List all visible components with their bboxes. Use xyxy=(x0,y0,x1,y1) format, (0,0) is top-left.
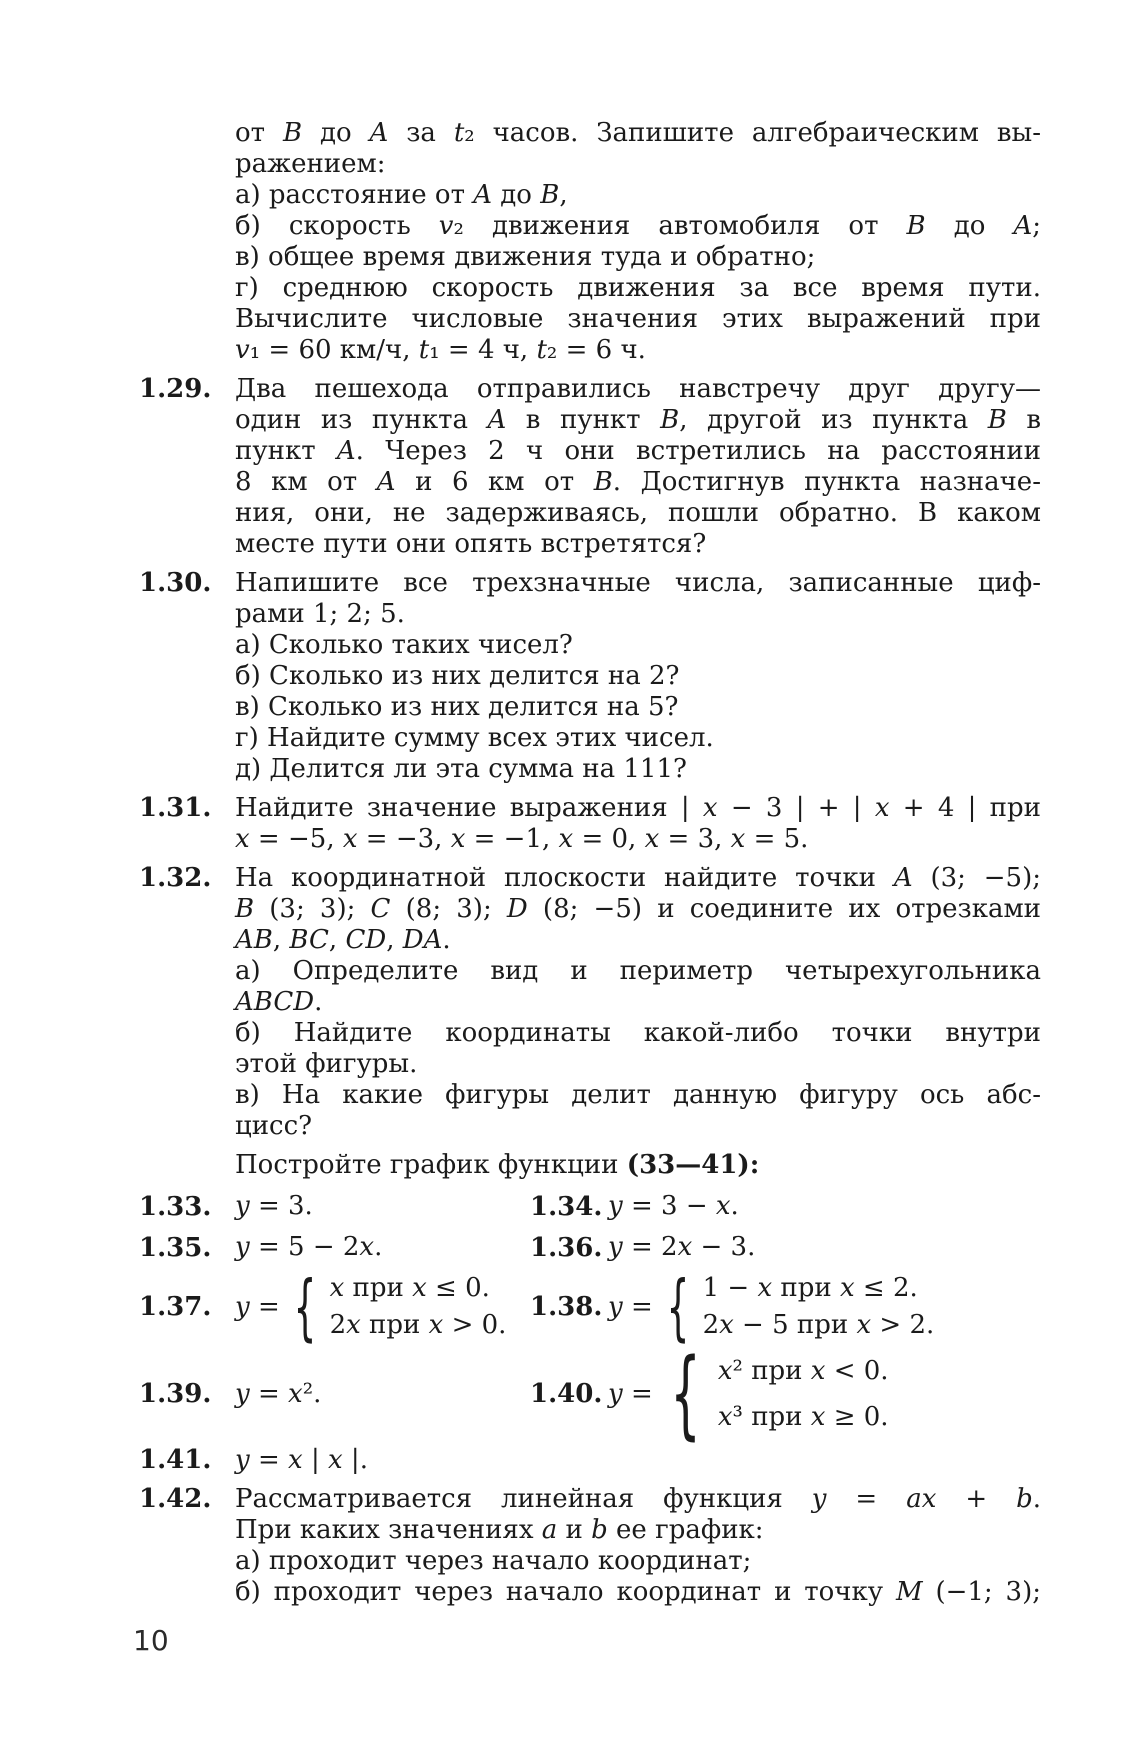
problem-1-37 xyxy=(139,1264,530,1349)
paragraph-lines xyxy=(235,863,1041,1142)
problem-1-33 xyxy=(139,1191,530,1222)
formula: y = 3 − x. xyxy=(608,1191,739,1221)
problem-number: 1.37. xyxy=(139,1292,212,1322)
formula: y = 2x − 3. xyxy=(608,1232,756,1262)
text-line: ражением: xyxy=(235,149,386,179)
problem-1-40 xyxy=(530,1338,1041,1450)
problem-1-42 xyxy=(139,1484,1041,1608)
text-line: б) скорость v₂ движения автомобиля от B до A; xyxy=(235,211,1041,241)
text-line: пункт A. Через 2 ч они встретились на расстоянии xyxy=(235,436,1041,466)
cases xyxy=(330,1273,507,1341)
problem-row-35-36 xyxy=(139,1232,1041,1263)
formula-lead: y = xyxy=(235,1291,280,1322)
problem-1-39 xyxy=(139,1379,530,1410)
problem-1-30 xyxy=(139,568,1041,785)
problem-number: 1.29. xyxy=(139,374,212,404)
text-line: а) расстояние от A до B, xyxy=(235,180,568,210)
problem-1-35 xyxy=(139,1232,530,1263)
curly-brace: { xyxy=(293,1264,317,1349)
text-line: рами 1; 2; 5. xyxy=(235,599,405,629)
problem-number: 1.36. xyxy=(530,1232,603,1263)
formula: y = x | x |. xyxy=(235,1445,368,1476)
text-line: а) Сколько таких чисел? xyxy=(235,630,573,660)
problem-1-29 xyxy=(139,374,1041,560)
text-line: в) На какие фигуры делит данную фигуру ось абс- xyxy=(235,1080,1041,1110)
problem-number: 1.38. xyxy=(530,1292,603,1322)
paragraph-lines xyxy=(235,118,1041,366)
problem-1-32 xyxy=(139,863,1041,1142)
curly-brace: { xyxy=(666,1264,690,1349)
formula: y = 5 − 2x. xyxy=(235,1232,383,1262)
piecewise-function xyxy=(608,1264,935,1349)
text-line: Рассматривается линейная функция y = ax + b. xyxy=(235,1484,1041,1515)
cases xyxy=(718,1351,889,1437)
text-line: б) Найдите координаты какой-либо точки внутри xyxy=(235,1018,1041,1048)
problem-number: 1.32. xyxy=(139,863,212,893)
text-line: ABCD. xyxy=(235,987,323,1017)
text-line: б) Сколько из них делится на 2? xyxy=(235,661,680,691)
content-column xyxy=(139,118,1041,1608)
problem-number: 1.33. xyxy=(139,1191,212,1222)
text-line: б) проходит через начало координат и точку M (−1; 3); xyxy=(235,1577,1041,1608)
text-line: Два пешехода отправились навстречу друг другу— xyxy=(235,374,1041,404)
paragraph-lines xyxy=(235,374,1041,560)
formula: y = 3. xyxy=(235,1191,313,1221)
text-line: в) Сколько из них делится на 5? xyxy=(235,692,679,722)
case-line: x² при x < 0. xyxy=(717,1356,889,1387)
text-line: а) Определите вид и периметр четырехугольника xyxy=(235,956,1041,986)
piecewise-function xyxy=(235,1264,507,1349)
text-line: а) проходит через начало координат; xyxy=(235,1546,752,1577)
case-line: 1 − x при x ≤ 2. xyxy=(702,1273,918,1303)
text-line: в) общее время движения туда и обратно; xyxy=(235,242,816,272)
text-line: Вычислите числовые значения этих выражений при xyxy=(235,304,1041,334)
problem-1-38 xyxy=(530,1264,1041,1349)
problem-number: 1.35. xyxy=(139,1232,212,1263)
text-line: Напишите все трехзначные числа, записанные циф- xyxy=(235,568,1041,598)
text-line: v₁ = 60 км/ч, t₁ = 4 ч, t₂ = 6 ч. xyxy=(235,335,646,365)
text-line: цисс? xyxy=(235,1111,313,1141)
instruction-text: Постройте график функции (33—41): xyxy=(235,1150,760,1180)
problem-number: 1.31. xyxy=(139,793,212,823)
problem-number: 1.39. xyxy=(139,1379,212,1410)
problem-1-41 xyxy=(139,1445,1041,1476)
text-line: x = −5, x = −3, x = −1, x = 0, x = 3, x = 5. xyxy=(235,824,809,854)
problem-number: 1.30. xyxy=(139,568,212,598)
text-line: При каких значениях a и b ее график: xyxy=(235,1515,764,1546)
problem-1-31 xyxy=(139,793,1041,855)
page-number: 10 xyxy=(133,1624,169,1657)
problem-1-36 xyxy=(530,1232,1041,1263)
text-line: д) Делится ли эта сумма на 111? xyxy=(235,754,687,784)
curly-brace: { xyxy=(670,1338,701,1450)
problem-number: 1.41. xyxy=(139,1445,212,1476)
plot-instruction xyxy=(139,1150,1041,1181)
text-line: г) Найдите сумму всех этих чисел. xyxy=(235,723,714,753)
case-line: 2x при x > 0. xyxy=(329,1310,507,1340)
text-line: этой фигуры. xyxy=(235,1049,418,1079)
text-line: от B до A за t₂ часов. Запишите алгебраическим вы- xyxy=(235,118,1041,148)
text-line: B (3; 3); C (8; 3); D (8; −5) и соедините их отрезками xyxy=(235,894,1041,924)
case-line: x при x ≤ 0. xyxy=(329,1273,490,1303)
text-line: Найдите значение выражения | x − 3 | + | x + 4 | при xyxy=(235,793,1041,823)
continuation-paragraph xyxy=(139,118,1041,366)
problem-row-39-40 xyxy=(139,1338,1041,1450)
piecewise-function xyxy=(608,1338,889,1450)
problem-number: 1.34. xyxy=(530,1191,603,1222)
problem-number: 1.42. xyxy=(139,1484,212,1515)
case-line: 2x − 5 при x > 2. xyxy=(702,1310,935,1340)
text-line: месте пути они опять встретятся? xyxy=(235,529,707,559)
paragraph-lines xyxy=(235,1484,1041,1608)
text-line: На координатной плоскости найдите точки A (3; −5); xyxy=(235,863,1041,893)
formula-lead: y = xyxy=(608,1378,653,1409)
text-line: AB, BC, CD, DA. xyxy=(235,925,451,955)
text-line: ния, они, не задерживаясь, пошли обратно. В каком xyxy=(235,498,1041,528)
text-line: 8 км от A и 6 км от B. Достигнув пункта назначе- xyxy=(235,467,1041,497)
formula: y = x². xyxy=(235,1378,322,1409)
case-line: x³ при x ≥ 0. xyxy=(717,1402,889,1433)
problem-row-33-34 xyxy=(139,1191,1041,1222)
formula-lead: y = xyxy=(608,1291,653,1322)
problem-1-34 xyxy=(530,1191,1041,1222)
problem-row-37-38 xyxy=(139,1264,1041,1349)
paragraph-lines xyxy=(235,793,1041,855)
text-line: г) среднюю скорость движения за все время пути. xyxy=(235,273,1041,303)
text-line: один из пункта A в пункт B, другой из пункта B в xyxy=(235,405,1042,435)
problem-number: 1.40. xyxy=(530,1379,603,1410)
paragraph-lines xyxy=(235,568,1041,785)
cases xyxy=(703,1273,935,1341)
